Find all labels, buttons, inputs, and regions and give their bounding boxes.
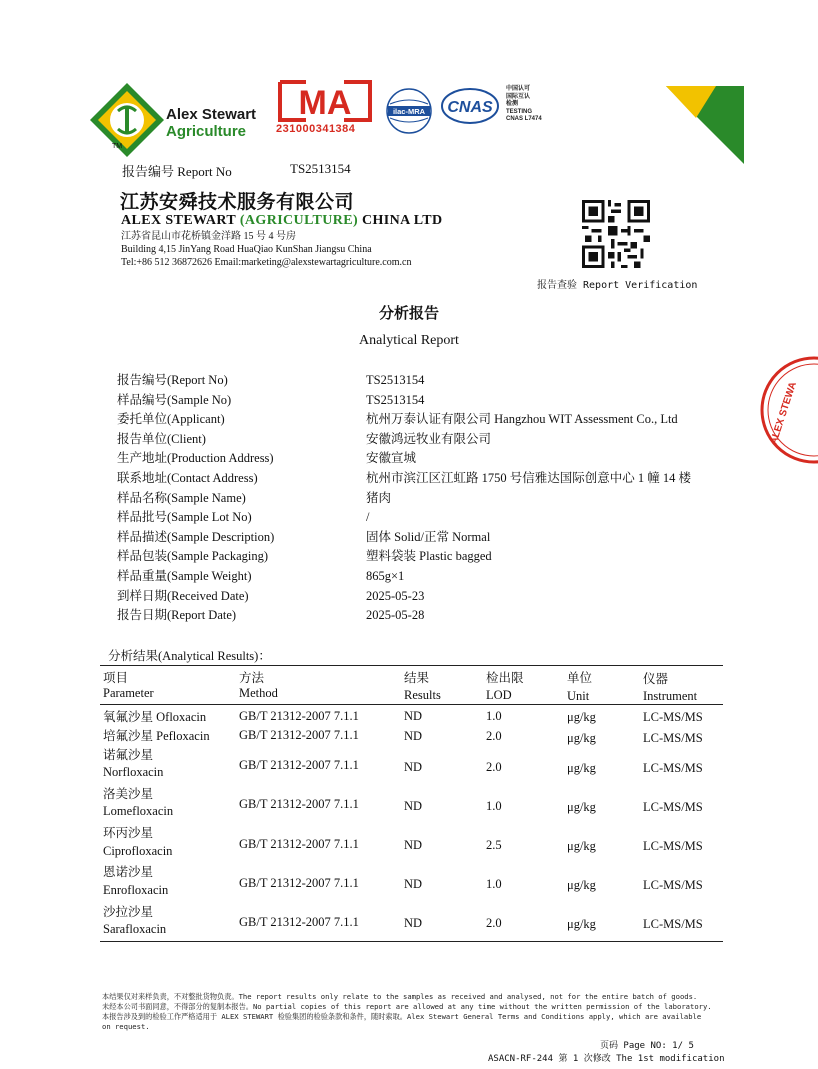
cma-logo [276,78,374,124]
info-label: 联系地址(Contact Address) [117,470,258,485]
disclaimer-line: 未经本公司书面同意，不得部分的复制本报告。No partial copies of this report are allowed at any time without the written permission of the laboratory. [102,1002,712,1011]
address-en: Building 4,15 JinYang Road HuaQiao KunShan Jiangsu China [121,244,372,255]
col-header-method-en: Method [239,686,278,700]
company-name-en [121,213,443,229]
company-address [121,230,411,269]
info-label: 样品批号(Sample Lot No) [117,510,252,525]
report-no-label: 报告编号 Report No [122,164,232,179]
info-value: 2025-05-23 [366,588,425,603]
info-value: TS2513154 [366,373,425,387]
info-label: 报告日期(Report Date) [117,608,237,623]
address-cn: 江苏省昆山市花桥镇金洋路 15 号 4 号房 [121,231,296,242]
cnas-line: 中国认可 [506,86,531,92]
table-top-rule [100,665,723,666]
result-param-cn: 环丙沙星 [103,826,154,840]
page-number: 页码 Page NO: 1/ 5 [600,1041,694,1051]
result-instrument: LC-MS/MS [643,761,703,775]
alex-stewart-logo [88,81,166,159]
result-instrument: LC-MS/MS [643,710,703,724]
brand-name [166,106,256,140]
seal-text: ALEX STEWA [768,380,799,446]
result-lod: 2.0 [486,729,502,743]
trademark: TM [112,143,123,150]
company-seal-stamp [754,350,818,470]
result-value: ND [404,729,423,743]
col-header-result-en: Results [404,688,441,702]
result-instrument: LC-MS/MS [643,878,703,892]
company-name-cn: 江苏安舜技术服务有限公司 [120,191,355,213]
result-lod: 2.5 [486,838,502,852]
result-param-en: Enrofloxacin [103,883,169,897]
col-header-unit-cn: 单位 [567,671,593,685]
cnas-line: 国际互认 [506,93,531,100]
cnas-text: CNAS [447,99,493,116]
result-method: GB/T 21312-2007 7.1.1 [239,876,359,890]
info-value: 2025-05-28 [366,608,425,623]
col-header-inst-en: Instrument [643,689,698,703]
info-value: 杭州市滨江区江虹路 1750 号信雅达国际创意中心 1 幢 14 楼 [366,470,692,485]
result-value: ND [404,916,423,930]
result-lod: 2.0 [486,916,502,930]
col-header-unit-en: Unit [567,689,590,703]
cnas-line: TESTING [506,108,533,115]
result-param-en: Norfloxacin [103,765,164,779]
result-value: ND [404,838,423,852]
result-value: ND [404,799,423,813]
result-method: GB/T 21312-2007 7.1.1 [239,728,359,742]
result-lod: 1.0 [486,709,502,723]
info-label: 报告单位(Client) [117,431,206,446]
contact-info: Tel:+86 512 36872626 Email:marketing@alexstewartagriculture.com.cn [121,257,412,268]
results-title: 分析结果(Analytical Results)： [108,649,271,663]
cnas-caption [506,86,542,124]
report-title-cn: 分析报告 [378,304,439,322]
result-unit: μg/kg [567,839,596,853]
col-header-method-cn: 方法 [239,671,265,685]
result-unit: μg/kg [567,800,596,814]
result-value: ND [404,877,423,891]
info-value: 865g×1 [366,568,405,583]
disclaimer-line: 本结果仅对来样负责，不对整批货物负责。The report results only relate to the samples as received and analysed, not for the entire batch of goods. [102,992,698,1001]
result-value: ND [404,709,423,723]
table-bottom-rule [100,941,723,942]
info-value: TS2513154 [366,392,425,407]
result-method: GB/T 21312-2007 7.1.1 [239,837,359,851]
qr-code[interactable] [582,200,650,268]
result-unit: μg/kg [567,917,596,931]
info-label: 生产地址(Production Address) [117,451,274,466]
info-label: 样品名称(Sample Name) [117,490,246,505]
result-param-en: Sarafloxacin [103,922,167,936]
info-value: 安徽鸿远牧业有限公司 [366,431,492,446]
result-param-cn: 洛美沙星 [103,787,154,801]
info-label: 样品编号(Sample No) [117,392,232,407]
result-unit: μg/kg [567,878,596,892]
col-header-param-cn: 项目 [103,671,129,685]
result-lod: 2.0 [486,760,502,774]
result-param-cn: 诺氟沙星 [103,748,154,762]
corner-triangle-logo [666,86,744,164]
result-method: GB/T 21312-2007 7.1.1 [239,797,359,811]
brand-line2: Agriculture [166,123,247,140]
cnas-logo [440,86,500,126]
cma-text: MA [298,84,352,122]
company-en-part: ALEX STEWART [121,213,240,228]
info-label: 到样日期(Received Date) [117,588,249,603]
result-param-en: Ciprofloxacin [103,844,173,858]
info-value: 安徽宣城 [366,451,417,466]
cnas-line: 检测 [506,101,519,107]
brand-line1: Alex Stewart [166,106,257,123]
info-label: 样品包装(Sample Packaging) [117,549,269,564]
col-header-param-en: Parameter [103,686,154,700]
info-value: 固体 Solid/正常 Normal [366,529,491,544]
col-header-lod-cn: 检出限 [486,671,524,685]
result-param-cn: 沙拉沙星 [103,905,154,919]
report-no-header [122,161,351,180]
result-param-cn: 恩诺沙星 [103,865,154,879]
cma-number: 231000341384 [276,123,356,135]
col-header-inst-cn: 仪器 [643,672,669,686]
result-method: GB/T 21312-2007 7.1.1 [239,758,359,772]
table-header-rule [100,704,723,705]
result-lod: 1.0 [486,799,502,813]
ilac-mra-logo [384,86,434,136]
result-method: GB/T 21312-2007 7.1.1 [239,709,359,723]
result-instrument: LC-MS/MS [643,917,703,931]
result-param: 培氟沙星 Pefloxacin [103,729,210,743]
result-unit: μg/kg [567,761,596,775]
company-en-part: CHINA LTD [358,213,443,228]
col-header-lod-en: LOD [486,688,512,702]
report-title-en: Analytical Report [359,333,459,348]
result-instrument: LC-MS/MS [643,731,703,745]
form-number: ASACN-RF-244 第 1 次修改 The 1st modification [488,1054,725,1064]
info-value: / [366,510,370,525]
col-header-result-cn: 结果 [404,671,430,685]
result-lod: 1.0 [486,877,502,891]
info-value: 杭州万泰认证有限公司 Hangzhou WIT Assessment Co., Ltd [366,412,678,427]
result-instrument: LC-MS/MS [643,839,703,853]
disclaimer-line: 本报告涉及到的检验工作严格适用于 ALEX STEWART 检验集团的检验条款和条件，随时索取。Alex Stewart General Terms and Conditions apply, which are available [102,1012,702,1021]
info-label: 样品重量(Sample Weight) [117,568,252,583]
result-unit: μg/kg [567,731,596,745]
company-en-agri: (AGRICULTURE) [239,213,359,228]
result-instrument: LC-MS/MS [643,800,703,814]
disclaimer-line: on request. [102,1022,150,1031]
result-param: 氧氟沙星 Ofloxacin [103,710,207,724]
result-method: GB/T 21312-2007 7.1.1 [239,915,359,929]
info-label: 委托单位(Applicant) [117,412,225,427]
report-no-value: TS2513154 [290,161,351,176]
cnas-line: CNAS L7474 [506,116,542,122]
ilac-text: ilac-MRA [392,107,426,116]
info-label: 报告编号(Report No) [117,373,228,387]
result-unit: μg/kg [567,710,596,724]
report-verification-label: 报告查验 Report Verification [537,280,698,291]
info-value: 猪肉 [366,490,392,505]
footer-disclaimer [102,992,712,1032]
info-value: 塑料袋装 Plastic bagged [366,549,492,564]
result-param-en: Lomefloxacin [103,804,174,818]
result-value: ND [404,760,423,774]
info-label: 样品描述(Sample Description) [117,529,275,544]
